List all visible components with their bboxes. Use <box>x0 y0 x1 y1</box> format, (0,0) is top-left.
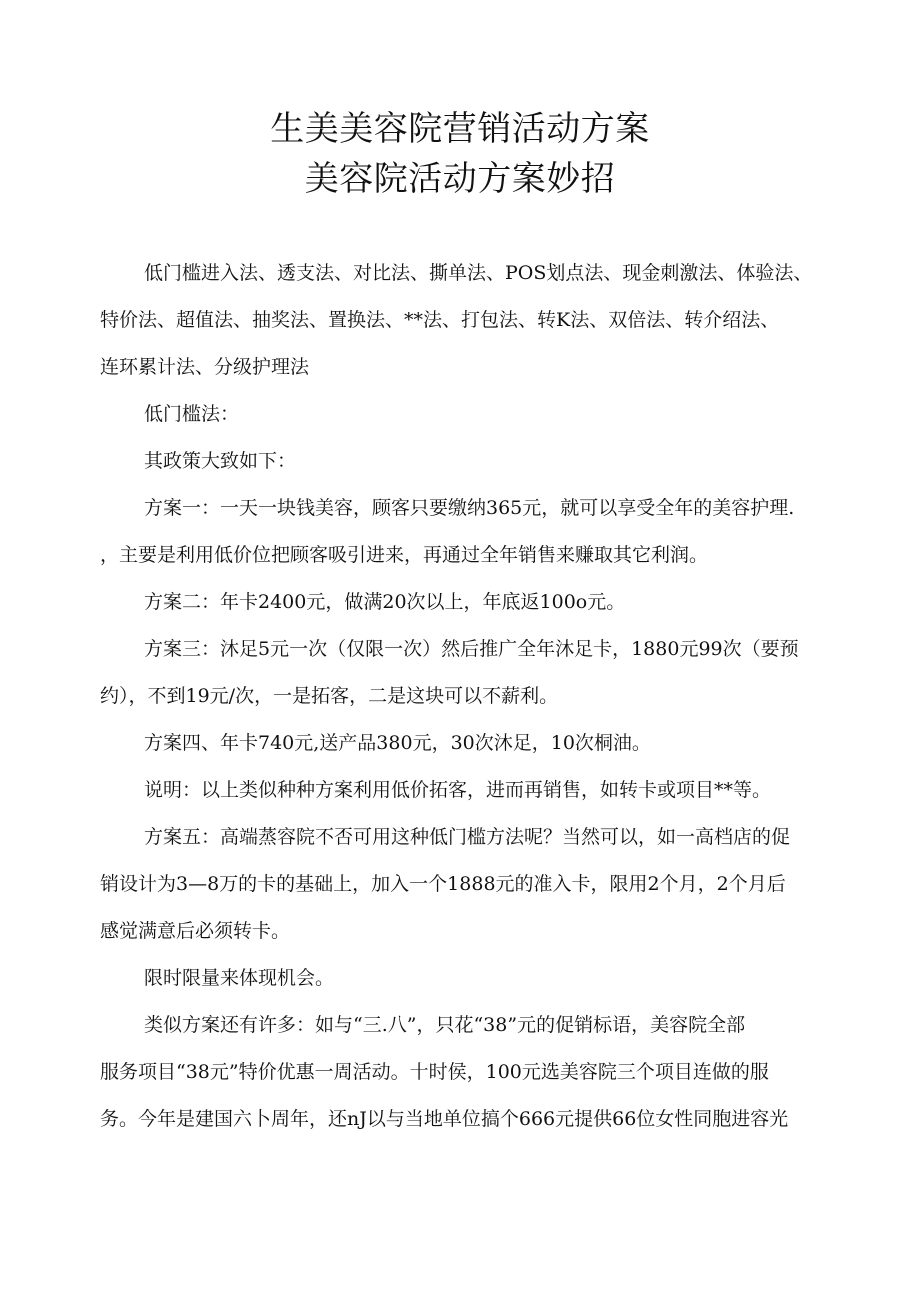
body-line: 方案二：年卡2400元，做满20次以上，年底返100o元。 <box>144 591 626 613</box>
body-line: 方案四、年卡740元,送产品380元，30次沐足，10次桐油。 <box>144 732 651 754</box>
document-title <box>0 104 920 204</box>
body-line: 限时限量来体现机会。 <box>144 967 335 989</box>
body-line: 特价法、超值法、抽奖法、置换法、**法、打包法、转K法、双倍法、转介绍法、 <box>100 309 780 331</box>
body-line: 务。今年是建国六卜周年，还nJ以与当地单位搞个666元提供66位女性同胞进容光 <box>100 1108 789 1130</box>
body-line: 低门槛法： <box>144 403 240 425</box>
document-body <box>100 250 830 1143</box>
body-line: 连环累计法、分级护理法 <box>100 356 310 378</box>
body-line: 方案一：一天一块钱美容，顾客只要缴纳365元，就可以享受全年的美容护理. <box>144 497 795 519</box>
body-line: 约），不到19元/次，一是拓客，二是这块可以不薪利。 <box>100 685 559 707</box>
body-line: ，主要是利用低价位把顾客吸引进来，再通过全年销售来赚取其它利润。 <box>100 544 709 566</box>
body-line: 销设计为3—8万的卡的基础上，加入一个1888元的准入卡，限用2个月，2个月后 <box>100 873 786 895</box>
title-line-sub: 美容院活动方案妙招 <box>304 159 616 199</box>
body-line: 低门槛进入法、透支法、对比法、撕单法、POS划点法、现金刺激法、体验法、 <box>144 262 813 284</box>
body-line: 服务项目“38元”特价优惠一周活动。十时侯，100元选美容院三个项目连做的服 <box>100 1061 769 1083</box>
body-line: 其政策大致如下： <box>144 450 297 472</box>
body-line: 感觉满意后必须转卡。 <box>100 920 291 942</box>
body-line: 类似方案还有许多：如与“三.八”，只花“38”元的促销标语，美容院全部 <box>144 1014 746 1036</box>
title-line-main: 生美美容院营销活动方案 <box>270 109 650 149</box>
body-line: 说明：以上类似种种方案利用低价拓客，进而再销售，如转卡或项目**等。 <box>144 779 772 801</box>
body-line: 方案三：沐足5元一次（仅限一次）然后推广全年沐足卡，1880元99次（要预 <box>144 638 799 660</box>
body-line: 方案五：高端蒸容院不否可用这种低门槛方法呢？当然可以，如一高档店的促 <box>144 826 791 848</box>
